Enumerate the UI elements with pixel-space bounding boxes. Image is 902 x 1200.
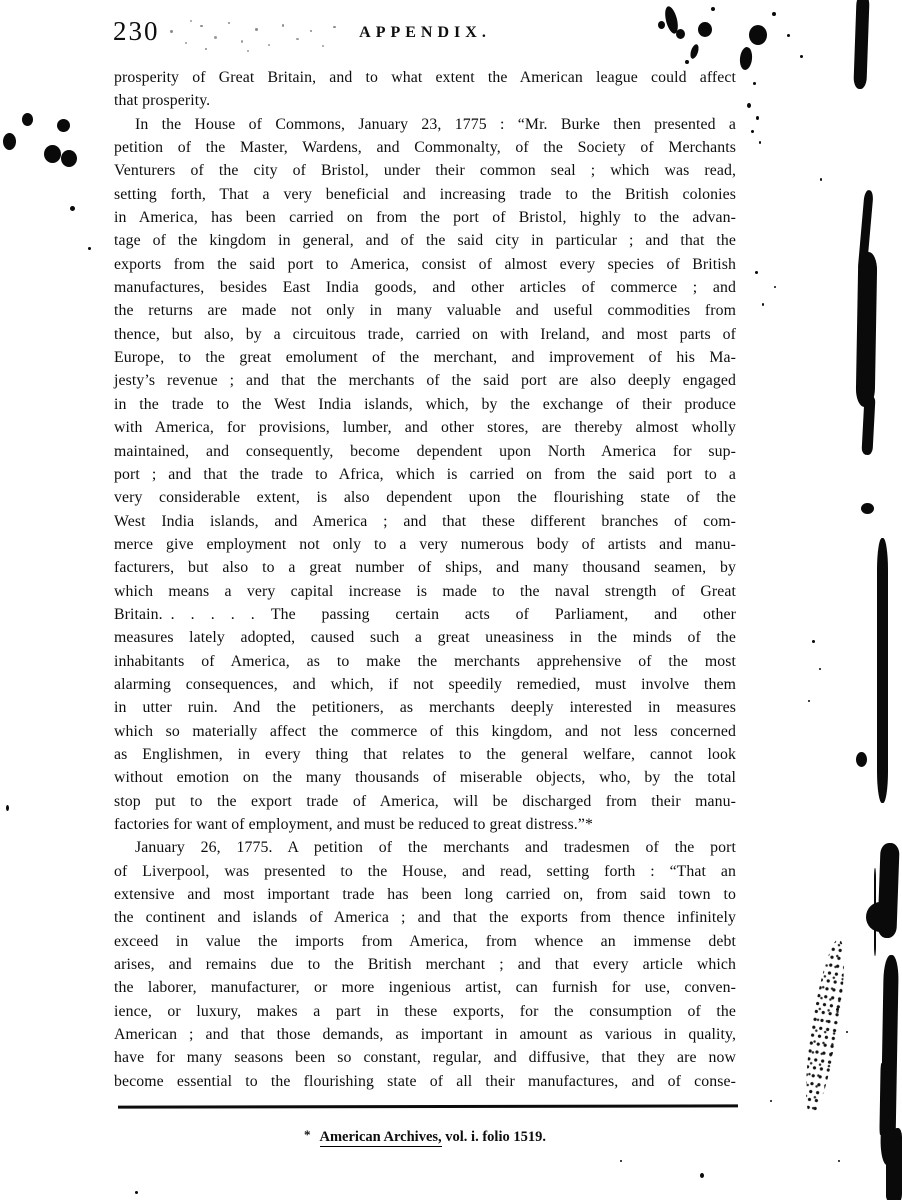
text-line: Europe, to the great emolument of the merchant, and improvement of his Ma- [114, 349, 736, 367]
text-line: without emotion on the many thousands of miserable objects, who, by the total [114, 769, 736, 787]
ink-blob [698, 22, 712, 37]
text-line: maintained, and consequently, become dependent upon North America for sup- [114, 442, 736, 460]
text-line: factories for want of employment, and must be reduced to great distress.”* [114, 816, 593, 833]
text-line: In the House of Commons, January 23, 1775 : “Mr. Burke then presented a [135, 115, 736, 133]
ink-speck [135, 1191, 138, 1194]
ink-speck [787, 34, 790, 37]
text-line: of Liverpool, was presented to the House, and read, setting forth : “That an [114, 862, 736, 880]
ink-blob [658, 21, 665, 29]
ink-speck [228, 22, 230, 24]
text-line: have for many seasons been so constant, regular, and diffusive, that they are now [114, 1049, 736, 1067]
ink-blob [676, 29, 685, 39]
text-line: Venturers of the city of Bristol, under their common seal ; which was read, [114, 162, 736, 180]
text-line: stop put to the export trade of America, will be discharged from their manu- [114, 792, 736, 810]
ink-blob [689, 43, 700, 59]
ink-speck [751, 130, 754, 133]
text-line: in America, has been carried on from the port of Bristol, highly to the advan- [114, 209, 736, 227]
text-line: exceed in value the imports from America, from whence an immense debt [114, 932, 736, 950]
ink-speck [333, 26, 336, 28]
footnote-marker: * [304, 1127, 311, 1142]
text-line: prosperity of Great Britain, and to what extent the American league could affect [114, 69, 736, 86]
text-line: in utter ruin. And the petitioners, as merchants deeply interested in measures [114, 699, 736, 717]
text-line: setting forth, That a very beneficial and increasing trade to the British colonies [114, 185, 736, 203]
text-line: in the trade to the West India islands, which, by the exchange of their produce [114, 395, 736, 413]
ink-speck [214, 36, 217, 39]
ink-speck [88, 247, 91, 250]
ink-speck [762, 303, 764, 306]
ink-blob [749, 25, 767, 45]
text-line: the returns are made not only in many valuable and useful commodities from [114, 302, 736, 320]
text-line: with America, for provisions, lumber, and other stores, are thereby almost wholly [114, 419, 736, 437]
text-line: measures lately adopted, caused such a great uneasiness in the minds of the [114, 629, 736, 647]
ink-bar [861, 395, 875, 455]
text-line: tage of the kingdom in general, and of the said city in particular ; and that the [114, 232, 736, 250]
ink-blob [861, 503, 874, 514]
ink-speck [310, 30, 312, 32]
ink-speck [838, 1160, 840, 1162]
ink-blob [711, 7, 715, 11]
footnote-rule [118, 1104, 738, 1108]
ink-speck [6, 805, 9, 811]
text-line: that prosperity. [114, 92, 211, 110]
ink-blob [44, 145, 61, 163]
ink-speck [755, 271, 758, 274]
ink-speck [241, 40, 243, 43]
text-line: jesty’s revenue ; and that the merchants of the said port are also deeply engaged [114, 372, 736, 390]
text-line: alarming consequences, and which, if not speedily remedied, must involve them [114, 675, 736, 693]
text-line: Britain. . . . . . The passing certain acts of Parliament, and other [114, 605, 736, 623]
ink-speck [185, 42, 187, 44]
page-number: 230 [113, 16, 160, 46]
ink-speck [846, 1031, 848, 1033]
ink-blob [856, 752, 867, 767]
ink-speck [255, 28, 258, 31]
ink-speck [747, 103, 751, 108]
text-line: very considerable extent, is also dependent upon the flourishing state of the [114, 489, 736, 507]
ink-speck [170, 30, 173, 33]
running-head-title: APPENDIX. [359, 24, 491, 41]
ink-speck [70, 206, 75, 211]
ink-speck [322, 45, 324, 47]
footnote [114, 1127, 736, 1146]
text-line: West India islands, and America ; and that these different branches of com- [114, 512, 736, 530]
ink-speck [247, 50, 249, 52]
ink-speck [282, 24, 284, 27]
ink-speck [685, 60, 689, 64]
footnote-citation-rest: vol. i. folio 1519. [441, 1129, 546, 1145]
ink-speck [268, 44, 270, 46]
text-line: petition of the Master, Wardens, and Commonalty, of the Society of Merchants [114, 139, 736, 157]
ink-smudge [798, 937, 852, 1117]
ink-blob [3, 133, 16, 150]
body-text-block [114, 66, 736, 1093]
ink-speck [620, 1160, 622, 1162]
text-line: extensive and most important trade has been long carried on, from said town to [114, 886, 736, 904]
text-line: the continent and islands of America ; and that the exports from thence infinitely [114, 909, 736, 927]
text-line: exports from the said port to America, consist of almost every species of British [114, 255, 736, 273]
text-line: which means a very capital increase is made to the naval strength of Great [114, 582, 736, 600]
text-line: merce give employment not only to a very numerous body of artists and manu- [114, 535, 736, 553]
ink-speck [820, 178, 822, 181]
ink-bar [893, 1128, 902, 1200]
ink-speck [772, 12, 776, 16]
text-line: January 26, 1775. A petition of the merchants and tradesmen of the port [135, 839, 736, 857]
text-line: ience, or luxury, makes a part in these exports, for the consumption of the [114, 1002, 736, 1020]
ink-speck [770, 1100, 772, 1102]
text-line: American ; and that those demands, as important in amount as various in quality, [114, 1026, 736, 1044]
ink-blob [22, 113, 33, 126]
ink-speck [800, 55, 803, 58]
ink-speck [808, 700, 810, 702]
text-line: arises, and remains due to the British merchant ; and that every article which [114, 956, 736, 974]
ink-speck [756, 116, 759, 120]
text-line: the laborer, manufacturer, or more ingenious artist, can furnish for use, conven- [114, 979, 736, 997]
footnote-source-title: American Archives, [319, 1129, 442, 1145]
ink-blob [866, 902, 895, 932]
text-line: facturers, but also to a great number of ships, and many thousand seamen, by [114, 559, 736, 577]
ink-speck [819, 668, 821, 670]
text-line: as Englishmen, in every thing that relates to the general welfare, cannot look [114, 745, 736, 763]
ink-bar [856, 252, 878, 407]
text-line: port ; and that the trade to Africa, which is carried on from the said port to a [114, 465, 736, 483]
ink-speck [759, 141, 761, 144]
text-line: inhabitants of America, as to make the merchants apprehensive of the most [114, 652, 736, 670]
ink-speck [774, 286, 776, 288]
ink-blob [57, 119, 70, 132]
ink-speck [205, 48, 207, 50]
ink-bar [853, 0, 869, 89]
ink-speck [296, 38, 299, 40]
ink-speck [200, 25, 203, 27]
ink-bar [877, 538, 888, 803]
text-line: manufactures, besides East India goods, and other articles of commerce ; and [114, 279, 736, 297]
text-line: which so materially affect the commerce of this kingdom, and not less concerned [114, 722, 736, 740]
text-line: thence, but also, by a circuitous trade, carried on with Ireland, and most parts of [114, 325, 736, 343]
text-line: become essential to the flourishing state of all their manufactures, and of conse- [114, 1072, 736, 1090]
ink-speck [812, 640, 815, 643]
ink-speck [190, 20, 192, 22]
ink-blob [61, 150, 77, 167]
ink-speck [700, 1173, 704, 1178]
ink-speck [753, 82, 756, 85]
ink-speck [744, 62, 748, 67]
